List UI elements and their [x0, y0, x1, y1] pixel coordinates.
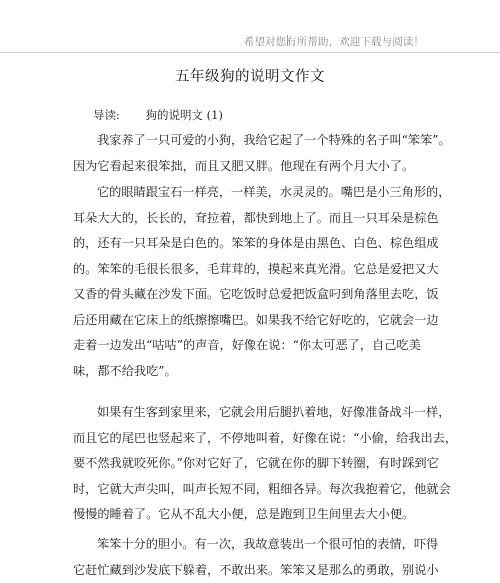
paragraph-3: [73, 400, 433, 528]
header-rule: [0, 52, 500, 53]
text-line: 耳朵大大的，长长的，耷拉着，都快到地上了。而且一只耳朵是棕色: [73, 206, 433, 232]
paragraph-1: [73, 128, 433, 179]
text-line: 如果有生客到家里来，它就会用后腿扒着地，好像准备战斗一样，: [73, 400, 433, 426]
text-line: 要不然我就咬死你。”你对它好了，它就在你的脚下转圈，有时踩到它: [73, 451, 433, 477]
guide-line: [93, 107, 223, 123]
guide-label: 导读:: [93, 108, 120, 122]
download-notice: 希望对您有所帮助，欢迎下载与阅读！: [244, 34, 424, 49]
text-line: 笨笨十分的胆小。有一次，我故意装出一个很可怕的表情，吓得: [73, 532, 433, 558]
text-line: 它的眼睛跟宝石一样亮，一样美，水灵灵的。嘴巴是小三角形的，: [73, 180, 433, 206]
text-line: 因为它看起来很笨拙，而且又肥又胖。他现在有两个月大小了。: [73, 154, 433, 180]
text-line: 而且它的尾巴也竖起来了，不停地叫着，好像在说：“小偷，给我出去，: [73, 426, 433, 452]
text-line: 的，还有一只耳朵是白色的。笨笨的身体是由黑色、白色、棕色组成: [73, 231, 433, 257]
text-line: 的。笨笨的毛很长很多，毛茸茸的，摸起来真光滑。它总是爱把又大: [73, 257, 433, 283]
paragraph-4: [73, 532, 433, 583]
text-line: 走着一边发出“咕咕”的声音，好像在说：“你太可恶了，自己吃美: [73, 333, 433, 359]
text-line: 时，它就大声尖叫，叫声长短不同，粗细各异。每次我抱着它，他就会: [73, 477, 433, 503]
text-line: 慢慢的睡着了。它从不乱大小便，总是跑到卫生间里去大小便。: [73, 502, 433, 528]
text-line: 又香的骨头藏在沙发下面。它吃饭时总爱把饭盒叼到角落里去吃，饭: [73, 282, 433, 308]
paragraph-2: [73, 180, 433, 384]
text-line: 我家养了一只可爱的小狗，我给它起了一个特殊的名子叫“笨笨”。: [73, 128, 433, 154]
text-line: 味，都不给我吃”。: [73, 359, 433, 385]
guide-text: 狗的说明文 (1): [146, 108, 223, 122]
document-title: 五年级狗的说明文作文: [0, 65, 500, 86]
text-line: 它赶忙藏到沙发底下躲着，不敢出来。笨笨又是那么的勇敢，别说小: [73, 558, 433, 583]
text-line: 后还用藏在它床上的纸擦擦嘴巴。如果我不给它好吃的，它就会一边: [73, 308, 433, 334]
page-header: [0, 0, 500, 58]
